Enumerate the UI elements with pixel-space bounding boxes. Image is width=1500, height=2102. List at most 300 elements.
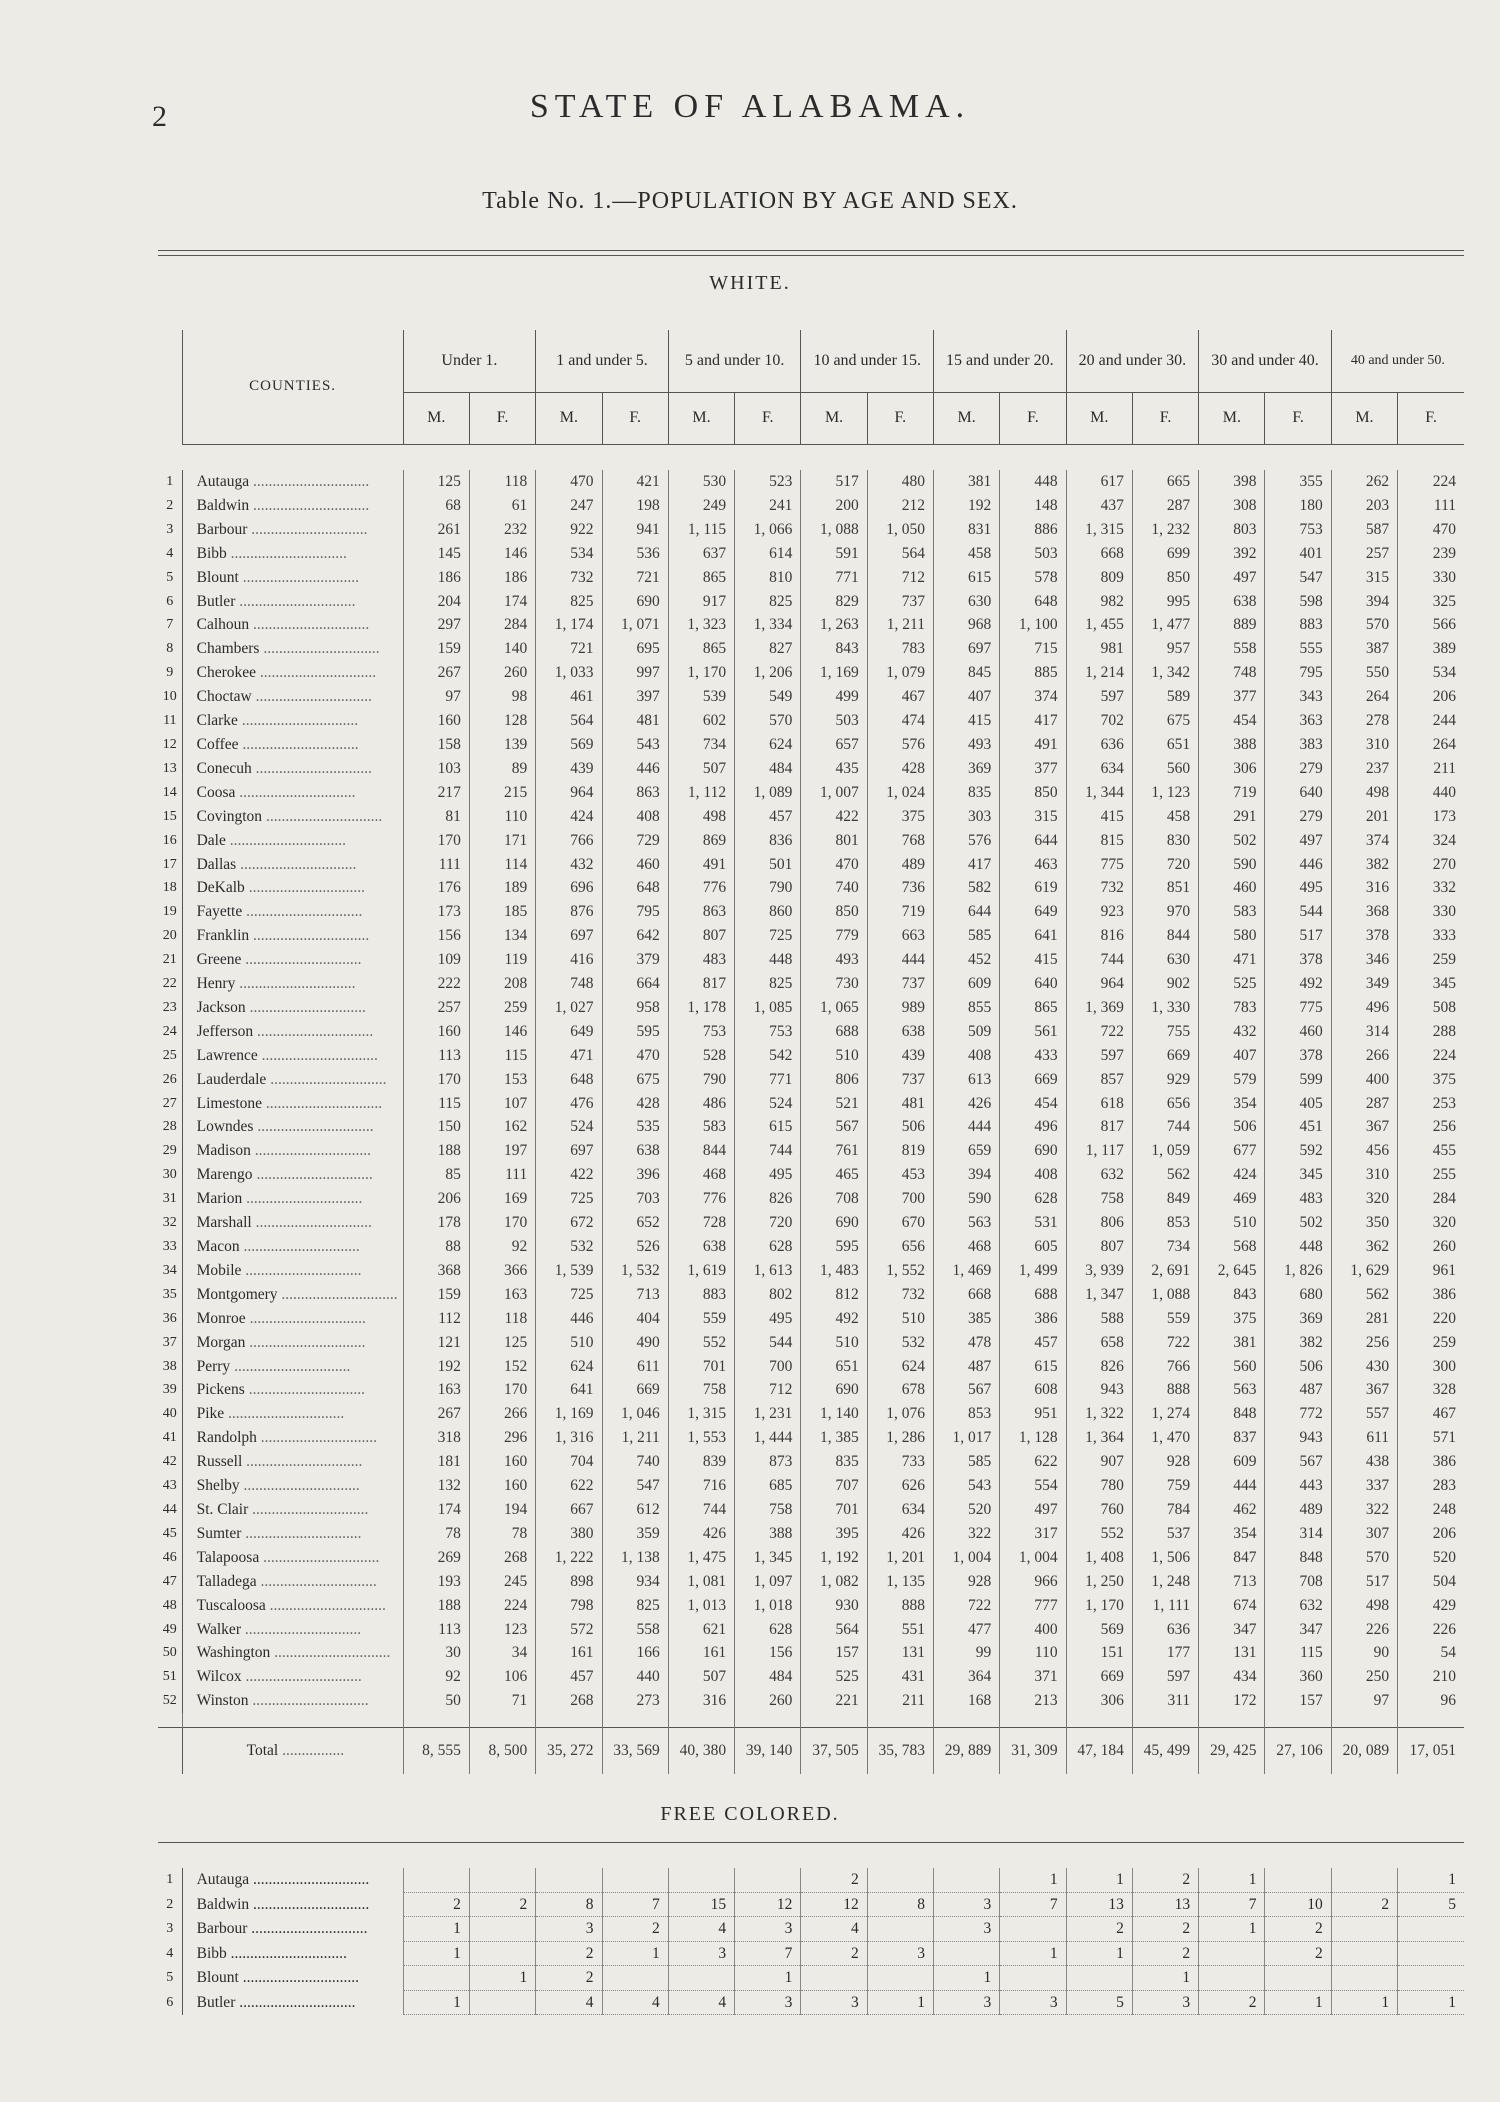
cell-value: 422: [536, 1163, 602, 1187]
cell-value: 446: [536, 1307, 602, 1331]
row-number: 39: [162, 1382, 177, 1398]
cell-value: 457: [1000, 1331, 1066, 1355]
cell-value: 134: [469, 924, 535, 948]
cell-value: 1, 128: [1000, 1426, 1066, 1450]
cell-value: 213: [1000, 1689, 1066, 1713]
cell-value: 3: [933, 1892, 999, 1917]
row-number: 2: [166, 1896, 174, 1912]
row-number: 52: [162, 1693, 177, 1709]
cell-value: 166: [602, 1641, 668, 1665]
table-row: [158, 494, 1464, 518]
county-name: Lauderdale: [196, 1070, 267, 1088]
cell-value: 847: [1199, 1546, 1265, 1570]
cell-value: 460: [1199, 876, 1265, 900]
cell-value: [801, 1966, 867, 1991]
cell-value: 732: [867, 1283, 933, 1307]
table-row: [158, 805, 1464, 829]
cell-value: 377: [1199, 685, 1265, 709]
cell-value: 474: [867, 709, 933, 733]
cell-value: 148: [1000, 494, 1066, 518]
table-row: [158, 1378, 1464, 1402]
cell-value: 853: [933, 1402, 999, 1426]
cell-value: 941: [602, 518, 668, 542]
cell-value: 716: [668, 1474, 734, 1498]
cell-value: 740: [602, 1450, 668, 1474]
cell-value: 316: [668, 1689, 734, 1713]
cell-value: 1: [403, 1941, 469, 1966]
cell-value: 4: [668, 1990, 734, 2015]
cell-value: 110: [1000, 1641, 1066, 1665]
spacer-row: [158, 1713, 1464, 1728]
cell-value: 758: [735, 1498, 801, 1522]
cell-value: 2: [469, 1892, 535, 1917]
cell-value: 113: [403, 1618, 469, 1642]
cell-value: 452: [933, 948, 999, 972]
cell-value: 1, 059: [1132, 1139, 1198, 1163]
cell-value: [403, 1868, 469, 1892]
cell-value: 609: [1199, 1450, 1265, 1474]
cell-value: 597: [1132, 1665, 1198, 1689]
cell-value: 481: [867, 1092, 933, 1116]
cell-value: 837: [1199, 1426, 1265, 1450]
cell-value: 178: [403, 1211, 469, 1235]
cell-value: 667: [536, 1498, 602, 1522]
cell-value: 260: [735, 1689, 801, 1713]
cell-value: 830: [1132, 829, 1198, 853]
cell-value: 78: [403, 1522, 469, 1546]
cell-value: 1, 286: [867, 1426, 933, 1450]
cell-value: 404: [602, 1307, 668, 1331]
cell-value: 521: [801, 1092, 867, 1116]
leader-dots: ..............................: [235, 783, 356, 801]
leader-dots: ..............................: [236, 855, 357, 873]
cell-value: 382: [1331, 853, 1397, 877]
table-row: [158, 853, 1464, 877]
cell-value: 490: [602, 1331, 668, 1355]
cell-value: 665: [1132, 470, 1198, 494]
cell-value: 192: [933, 494, 999, 518]
cell-value: 888: [1132, 1378, 1198, 1402]
sex-male-header: M.: [403, 392, 469, 444]
cell-value: 5: [1066, 1990, 1132, 2015]
cell-value: 759: [1132, 1474, 1198, 1498]
cell-value: 1, 385: [801, 1426, 867, 1450]
cell-value: 669: [602, 1378, 668, 1402]
cell-value: 1, 408: [1066, 1546, 1132, 1570]
cell-value: [1398, 1941, 1464, 1966]
cell-value: 1, 076: [867, 1402, 933, 1426]
cell-value: 3, 939: [1066, 1259, 1132, 1283]
cell-value: 619: [1000, 876, 1066, 900]
table-row: [158, 829, 1464, 853]
cell-value: 439: [867, 1044, 933, 1068]
table-row: [158, 685, 1464, 709]
cell-value: 843: [1199, 1283, 1265, 1307]
cell-value: [536, 1868, 602, 1892]
cell-value: 708: [1265, 1570, 1331, 1594]
cell-value: 121: [403, 1331, 469, 1355]
county-name: Madison: [196, 1142, 251, 1160]
cell-value: 943: [1265, 1426, 1331, 1450]
cell-value: 146: [469, 542, 535, 566]
cell-value: 381: [933, 470, 999, 494]
cell-value: 115: [469, 1044, 535, 1068]
cell-value: 632: [1265, 1594, 1331, 1618]
leader-dots: ..............................: [251, 688, 372, 706]
cell-value: 1, 316: [536, 1426, 602, 1450]
cell-value: 766: [1132, 1355, 1198, 1379]
cell-value: 744: [735, 1139, 801, 1163]
cell-value: [469, 1941, 535, 1966]
leader-dots: ..............................: [249, 473, 370, 490]
leader-dots: ..............................: [245, 998, 366, 1016]
cell-value: 487: [1265, 1378, 1331, 1402]
cell-value: 198: [602, 494, 668, 518]
cell-value: 807: [1066, 1235, 1132, 1259]
cell-value: 537: [1132, 1522, 1198, 1546]
cell-value: 374: [1331, 829, 1397, 853]
cell-value: 1, 081: [668, 1570, 734, 1594]
cell-value: 555: [1265, 637, 1331, 661]
cell-value: 502: [1199, 829, 1265, 853]
table-row: [158, 1892, 1464, 1917]
sex-female-header: F.: [1398, 392, 1464, 444]
cell-value: 431: [867, 1665, 933, 1689]
cell-value: 1, 315: [668, 1402, 734, 1426]
cell-value: 1, 089: [735, 781, 801, 805]
cell-value: 930: [801, 1594, 867, 1618]
cell-value: 1, 027: [536, 996, 602, 1020]
cell-value: 775: [1265, 996, 1331, 1020]
cell-value: 259: [469, 996, 535, 1020]
cell-value: 816: [1066, 924, 1132, 948]
leader-dots: ..............................: [249, 616, 370, 634]
leader-dots: ..............................: [251, 1214, 372, 1232]
cell-value: 649: [1000, 900, 1066, 924]
cell-value: 590: [1199, 853, 1265, 877]
cell-value: 405: [1265, 1092, 1331, 1116]
cell-value: 598: [1265, 590, 1331, 614]
cell-value: 201: [1331, 805, 1397, 829]
cell-value: 153: [469, 1068, 535, 1092]
cell-value: 400: [1331, 1068, 1397, 1092]
cell-value: 110: [469, 805, 535, 829]
county-name: Marion: [196, 1190, 243, 1208]
cell-value: 1: [1331, 1990, 1397, 2015]
cell-value: 471: [536, 1044, 602, 1068]
cell-value: 580: [1199, 924, 1265, 948]
cell-value: 1, 007: [801, 781, 867, 805]
cell-value: 506: [1199, 1115, 1265, 1139]
cell-value: 850: [1132, 566, 1198, 590]
cell-value: 481: [602, 709, 668, 733]
cell-value: 569: [1066, 1618, 1132, 1642]
cell-value: 836: [735, 829, 801, 853]
cell-value: 510: [801, 1044, 867, 1068]
cell-value: 468: [668, 1163, 734, 1187]
county-name: Jackson: [196, 998, 246, 1016]
row-number: 33: [162, 1239, 177, 1254]
cell-value: 260: [1398, 1235, 1464, 1259]
table-row: [158, 996, 1464, 1020]
row-number: 30: [162, 1167, 177, 1183]
cell-value: 829: [801, 590, 867, 614]
free-colored-section-title: FREE COLORED.: [660, 1803, 840, 1825]
sex-female-header: F.: [1000, 392, 1066, 444]
cell-value: 468: [933, 1235, 999, 1259]
age-group-header: 5 and under 10.: [668, 330, 801, 392]
cell-value: 563: [933, 1211, 999, 1235]
table-row: [158, 1068, 1464, 1092]
cell-value: 566: [1398, 613, 1464, 637]
cell-value: 737: [867, 1068, 933, 1092]
cell-value: 206: [403, 1187, 469, 1211]
cell-value: 438: [1331, 1450, 1397, 1474]
cell-value: 204: [403, 590, 469, 614]
cell-value: 259: [1398, 948, 1464, 972]
cell-value: 615: [735, 1115, 801, 1139]
row-number: 49: [162, 1621, 177, 1637]
cell-value: 359: [602, 1522, 668, 1546]
cell-value: 1, 552: [867, 1259, 933, 1283]
cell-value: 863: [602, 781, 668, 805]
cell-value: 279: [1265, 757, 1331, 781]
leader-dots: ..............................: [249, 1871, 370, 1889]
cell-value: 244: [1398, 709, 1464, 733]
cell-value: 1, 206: [735, 661, 801, 685]
cell-value: 554: [1000, 1474, 1066, 1498]
cell-value: [602, 1966, 668, 1991]
cell-value: 734: [668, 733, 734, 757]
cell-value: 863: [668, 900, 734, 924]
cell-value: 777: [1000, 1594, 1066, 1618]
cell-value: 591: [801, 542, 867, 566]
cell-value: 322: [933, 1522, 999, 1546]
cell-value: 37, 505: [801, 1728, 867, 1775]
county-name: Coffee: [196, 735, 239, 753]
cell-value: 364: [933, 1665, 999, 1689]
leader-dots: ..............................: [241, 951, 362, 969]
cell-value: 582: [933, 876, 999, 900]
cell-value: 552: [1066, 1522, 1132, 1546]
cell-value: 888: [867, 1594, 933, 1618]
cell-value: 656: [867, 1235, 933, 1259]
cell-value: 772: [1265, 1402, 1331, 1426]
cell-value: 111: [1398, 494, 1464, 518]
cell-value: [1199, 1966, 1265, 1991]
cell-value: 638: [668, 1235, 734, 1259]
cell-value: 123: [469, 1618, 535, 1642]
table-row: [158, 637, 1464, 661]
cell-value: [1000, 1917, 1066, 1942]
cell-value: 802: [735, 1283, 801, 1307]
cell-value: 380: [536, 1522, 602, 1546]
cell-value: 552: [668, 1331, 734, 1355]
cell-value: 287: [1331, 1092, 1397, 1116]
cell-value: 1, 079: [867, 661, 933, 685]
cell-value: 241: [735, 494, 801, 518]
leader-dots: ..............................: [277, 1285, 398, 1303]
row-number: 15: [162, 808, 177, 824]
cell-value: 483: [1265, 1187, 1331, 1211]
white-data-table: [158, 470, 1464, 1774]
cell-value: 559: [1132, 1307, 1198, 1331]
cell-value: 628: [1000, 1187, 1066, 1211]
table-row: [158, 1020, 1464, 1044]
cell-value: 509: [933, 1020, 999, 1044]
cell-value: 12: [735, 1892, 801, 1917]
table-row: [158, 924, 1464, 948]
leader-dots: ..............................: [248, 1500, 369, 1518]
cell-value: 337: [1331, 1474, 1397, 1498]
cell-value: 806: [801, 1068, 867, 1092]
county-name: Chambers: [196, 640, 260, 658]
county-name: Limestone: [196, 1094, 263, 1112]
leader-dots: ..............................: [256, 1572, 377, 1590]
cell-value: 109: [403, 948, 469, 972]
leader-dots: ..............................: [225, 831, 346, 849]
cell-value: 395: [801, 1522, 867, 1546]
cell-value: 534: [1398, 661, 1464, 685]
leader-dots: ..............................: [230, 1357, 351, 1375]
cell-value: 1, 140: [801, 1402, 867, 1426]
cell-value: 883: [1265, 613, 1331, 637]
cell-value: 675: [1132, 709, 1198, 733]
cell-value: 850: [1000, 781, 1066, 805]
cell-value: 699: [1132, 542, 1198, 566]
cell-value: 378: [1265, 1044, 1331, 1068]
cell-value: 680: [1265, 1283, 1331, 1307]
cell-value: 1: [1000, 1941, 1066, 1966]
cell-value: 748: [536, 972, 602, 996]
row-number: 34: [162, 1262, 177, 1278]
cell-value: 3: [867, 1941, 933, 1966]
cell-value: 848: [1199, 1402, 1265, 1426]
cell-value: 256: [1398, 1115, 1464, 1139]
cell-value: 157: [1265, 1689, 1331, 1713]
sex-female-header: F.: [602, 392, 668, 444]
cell-value: 7: [602, 1892, 668, 1917]
cell-value: 375: [867, 805, 933, 829]
leader-dots: ..............................: [257, 1046, 378, 1064]
cell-value: 755: [1132, 1020, 1198, 1044]
cell-value: 719: [867, 900, 933, 924]
cell-value: 448: [1265, 1235, 1331, 1259]
cell-value: 668: [933, 1283, 999, 1307]
cell-value: 92: [403, 1665, 469, 1689]
cell-value: 636: [1132, 1618, 1198, 1642]
cell-value: 707: [801, 1474, 867, 1498]
cell-value: 605: [1000, 1235, 1066, 1259]
cell-value: 1, 071: [602, 613, 668, 637]
cell-value: 118: [469, 470, 535, 494]
cell-value: 54: [1398, 1641, 1464, 1665]
cell-value: 460: [602, 853, 668, 877]
cell-value: 211: [1398, 757, 1464, 781]
cell-value: 375: [1398, 1068, 1464, 1092]
cell-value: 1: [735, 1966, 801, 1991]
cell-value: 432: [1199, 1020, 1265, 1044]
cell-value: 197: [469, 1139, 535, 1163]
cell-value: 125: [469, 1331, 535, 1355]
cell-value: 775: [1066, 853, 1132, 877]
row-number: 4: [166, 1945, 174, 1961]
cell-value: 387: [1331, 637, 1397, 661]
cell-value: 249: [668, 494, 734, 518]
leader-dots: ..............................: [270, 1644, 391, 1662]
cell-value: 869: [668, 829, 734, 853]
cell-value: 817: [668, 972, 734, 996]
cell-value: 1, 169: [536, 1402, 602, 1426]
cell-value: 2: [801, 1868, 867, 1892]
cell-value: 487: [933, 1355, 999, 1379]
cell-value: 508: [1398, 996, 1464, 1020]
county-name: Randolph: [196, 1429, 257, 1447]
cell-value: 495: [735, 1307, 801, 1331]
cell-value: 170: [403, 829, 469, 853]
cell-value: 1, 263: [801, 613, 867, 637]
cell-value: 157: [801, 1641, 867, 1665]
cell-value: 812: [801, 1283, 867, 1307]
cell-value: 1, 117: [1066, 1139, 1132, 1163]
cell-value: 8: [536, 1892, 602, 1917]
cell-value: 644: [1000, 829, 1066, 853]
cell-value: 801: [801, 829, 867, 853]
table-row: [158, 1331, 1464, 1355]
cell-value: 8, 500: [469, 1728, 535, 1775]
cell-value: 386: [1000, 1307, 1066, 1331]
cell-value: 951: [1000, 1402, 1066, 1426]
table-row: [158, 900, 1464, 924]
leader-dots: ..............................: [251, 759, 372, 777]
cell-value: 585: [933, 924, 999, 948]
cell-value: 744: [1132, 1115, 1198, 1139]
cell-value: 628: [735, 1235, 801, 1259]
cell-value: [1398, 1966, 1464, 1991]
cell-value: 30: [403, 1641, 469, 1665]
leader-dots: ..............................: [244, 1381, 365, 1399]
cell-value: 31, 309: [1000, 1728, 1066, 1775]
cell-value: 194: [469, 1498, 535, 1522]
cell-value: 160: [469, 1474, 535, 1498]
row-number: 27: [162, 1095, 177, 1111]
cell-value: 1, 274: [1132, 1402, 1198, 1426]
leader-dots: ..............................: [253, 1022, 374, 1040]
cell-value: 851: [1132, 876, 1198, 900]
cell-value: 417: [933, 853, 999, 877]
cell-value: 628: [735, 1618, 801, 1642]
cell-value: 848: [1265, 1546, 1331, 1570]
county-name: Coosa: [196, 783, 236, 801]
cell-value: 557: [1331, 1402, 1397, 1426]
county-name: Lowndes: [196, 1118, 254, 1136]
cell-value: 378: [1331, 924, 1397, 948]
cell-value: 612: [602, 1498, 668, 1522]
cell-value: 477: [933, 1618, 999, 1642]
cell-value: 675: [602, 1068, 668, 1092]
cell-value: 530: [668, 470, 734, 494]
cell-value: 725: [536, 1187, 602, 1211]
cell-value: 398: [1199, 470, 1265, 494]
cell-value: 455: [1398, 1139, 1464, 1163]
cell-value: 1, 085: [735, 996, 801, 1020]
cell-value: 524: [536, 1115, 602, 1139]
cell-value: 517: [1331, 1570, 1397, 1594]
row-number: 47: [162, 1573, 177, 1589]
leader-dots: ..............................: [226, 1944, 347, 1962]
cell-value: 156: [735, 1641, 801, 1665]
cell-value: 652: [602, 1211, 668, 1235]
